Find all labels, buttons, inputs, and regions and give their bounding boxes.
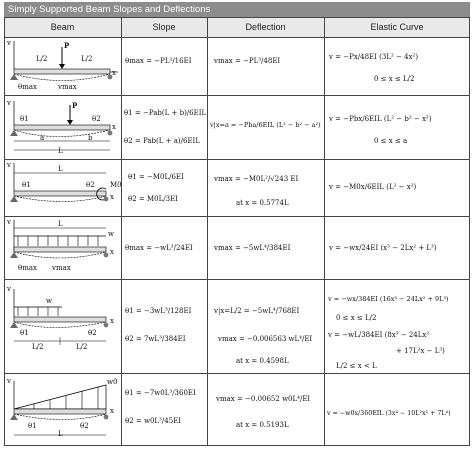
beam-table (4, 17, 470, 446)
deflection-location: at x = 0.5193L (236, 421, 289, 429)
grid-line (4, 159, 470, 160)
load-label: w (46, 297, 52, 305)
column-header-beam: Beam (4, 17, 121, 37)
grid-line (4, 17, 470, 18)
table-title: Simply Supported Beam Slopes and Deflections (4, 2, 470, 17)
span-label: L (58, 220, 63, 228)
span-label: b (88, 134, 93, 142)
slope-label: θ2 (88, 329, 97, 337)
slope-formula: θ1 = −7w0L³/360EI (125, 389, 196, 397)
grid-line (207, 17, 208, 446)
grid-line (121, 17, 122, 446)
slope-label: θ2 (92, 115, 101, 123)
deflection-formula: vmax = −0.00652 w0L⁴/EI (216, 395, 311, 403)
slope-label: θmax (18, 83, 37, 91)
slope-formula: θ1 = −M0L/6EI (128, 173, 184, 181)
slope-formula: θ2 = 7wL³/384EI (125, 335, 186, 343)
slope-formula: θ1 = −3wL³/128EI (125, 307, 192, 315)
slope-formula: θ2 = M0L/3EI (128, 195, 178, 203)
load-label: P (72, 101, 78, 110)
curve-domain: 0 ≤ x ≤ a (374, 137, 408, 145)
slope-label: θ2 (86, 181, 95, 189)
deflection-formula: v|x=a = −Pba/6EIL (L² − b² − a²) (210, 121, 321, 129)
column-header-slope: Slope (121, 17, 207, 37)
slope-formula: θ1 = −Pab(L + b)/6EIL (124, 109, 207, 117)
beam-drawing (6, 283, 119, 371)
axis-label-x: x (112, 123, 116, 131)
slope-label: θ1 (28, 422, 37, 430)
curve-domain: 0 ≤ x ≤ L/2 (374, 75, 415, 83)
axis-label-x: x (110, 407, 114, 415)
beam-diagram-6 (6, 377, 119, 443)
grid-line (4, 373, 470, 374)
load-label: w0 (107, 378, 118, 386)
deflection-label: vmax (52, 264, 71, 272)
span-label: L/2 (76, 343, 88, 351)
span-label: a (40, 134, 45, 142)
slope-label: θ1 (22, 181, 31, 189)
deflection-label: vmax (58, 83, 77, 91)
axis-label-x: x (110, 248, 114, 256)
grid-line (4, 216, 470, 217)
column-header-deflection: Deflection (207, 17, 324, 37)
deflection-formula: vmax = −5wL⁴/384EI (214, 244, 291, 252)
slope-formula: θ2 = w0L³/45EI (125, 417, 182, 425)
grid-line (4, 95, 470, 96)
curve-formula: v = −M0x/6EIL (L² − x²) (329, 183, 417, 191)
axis-label-v: v (7, 377, 11, 385)
slope-label: θ1 (20, 115, 29, 123)
deflection-formula: v|x=L/2 = −5wL⁴/768EI (214, 307, 300, 315)
beam-diagram-2 (6, 97, 119, 157)
axis-label-v: v (7, 99, 11, 107)
slope-formula: θ2 = Pab(L + a)/6EIL (124, 137, 200, 145)
load-label: P (64, 41, 70, 50)
grid-line (4, 17, 5, 446)
beam-diagram-1 (6, 39, 119, 93)
curve-formula: v = −wL/384EI (8x³ − 24Lx² (328, 331, 430, 339)
curve-domain: L/2 ≤ x < L (336, 362, 377, 370)
load-label: w (108, 230, 114, 238)
axis-label-x: x (110, 317, 114, 325)
curve-formula: v = −Pbx/6EIL (L² − b² − x²) (329, 115, 432, 123)
column-header-elastic-curve: Elastic Curve (324, 17, 470, 37)
grid-line (4, 37, 470, 38)
deflection-formula: vmax = −M0L²/√243 EI (214, 175, 299, 183)
span-label: L (58, 430, 63, 438)
moment-label: M0 (110, 181, 122, 189)
curve-formula: v = −wx/384EI (16x³ − 24Lx² + 9L³) (328, 295, 449, 303)
deflection-location: at x = 0.4598L (236, 357, 289, 365)
curve-formula-continued: + 17L²x − L³) (396, 347, 445, 355)
curve-domain: 0 ≤ x ≤ L/2 (336, 314, 377, 322)
beam-diagram-4 (6, 218, 119, 277)
grid-line (4, 445, 470, 446)
grid-line (324, 17, 325, 446)
slope-formula: θmax = −wL³/24EI (125, 244, 193, 252)
axis-label-v: v (7, 218, 11, 226)
axis-label-v: v (7, 285, 11, 293)
axis-label-x: x (112, 69, 116, 77)
span-label: L/2 (81, 55, 93, 63)
axis-label-v: v (7, 39, 11, 47)
beam-diagram-3 (6, 161, 122, 214)
axis-label-v: v (7, 161, 11, 169)
span-label: L/2 (32, 343, 44, 351)
span-label: L (58, 147, 63, 155)
deflection-formula: vmax = −0.006563 wL⁴/EI (218, 335, 313, 343)
span-label: L (58, 165, 63, 173)
curve-formula: v = −Px/48EI (3L² − 4x²) (329, 53, 419, 61)
axis-label-x: x (110, 193, 114, 201)
slope-label: θmax (18, 264, 37, 272)
slope-label: θ1 (20, 329, 29, 337)
slope-formula: θmax = −PL²/16EI (125, 57, 192, 65)
grid-line (4, 279, 470, 280)
span-label: L/2 (36, 55, 48, 63)
curve-formula: v = −w0x/360EIL (3x⁴ − 10L²x² + 7L⁴) (327, 410, 451, 417)
slope-label: θ2 (80, 422, 89, 430)
deflection-formula: vmax = −PL³/48EI (214, 57, 281, 65)
grid-line (469, 17, 470, 446)
curve-formula: v = −wx/24EI (x³ − 2Lx² + L³) (329, 244, 437, 252)
deflection-location: at x = 0.5774L (236, 199, 289, 207)
beam-diagram-5 (6, 283, 119, 371)
